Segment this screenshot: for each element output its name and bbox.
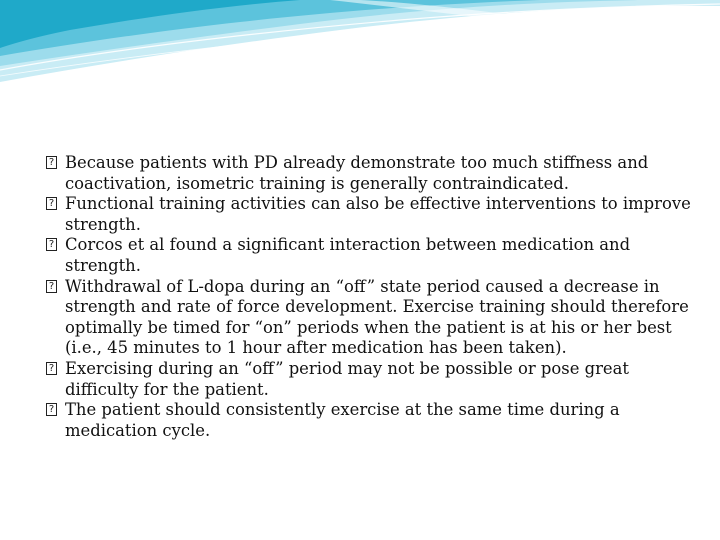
bullet-item <box>46 359 696 400</box>
missing-glyph-box-icon: ? <box>46 238 57 251</box>
header-wave-decoration <box>0 0 720 90</box>
missing-glyph-box-icon: ? <box>46 156 57 169</box>
bullet-text: Functional training activities can also be effective interventions to improve strength. <box>65 194 691 234</box>
missing-glyph-box-icon: ? <box>46 280 57 293</box>
bullet-item <box>46 153 696 194</box>
bullet-item <box>46 235 696 276</box>
bullet-text: Because patients with PD already demonstrate too much stiffness and coactivation, isometric training is generally contraindicated. <box>65 153 649 193</box>
bullet-text: Exercising during an “off” period may not be possible or pose great difficulty for the patient. <box>65 358 629 399</box>
bullet-text: Withdrawal of L-dopa during an “off” state period caused a decrease in strength and rate of force development. Exercise training should therefore optimally be timed for “on” periods when the patient is at his or her best (i.e., 45 minutes to 1 hour after medication has been taken). <box>65 276 689 358</box>
bullet-list <box>46 153 696 441</box>
bullet-text: The patient should consistently exercise at the same time during a medication cycle. <box>65 400 620 440</box>
bullet-text: Corcos et al found a significant interaction between medication and strength. <box>65 235 631 275</box>
bullet-item <box>46 277 696 359</box>
bullet-item <box>46 194 696 235</box>
missing-glyph-box-icon: ? <box>46 362 57 375</box>
missing-glyph-box-icon: ? <box>46 403 57 416</box>
missing-glyph-box-icon: ? <box>46 197 57 210</box>
bullet-item <box>46 400 696 441</box>
